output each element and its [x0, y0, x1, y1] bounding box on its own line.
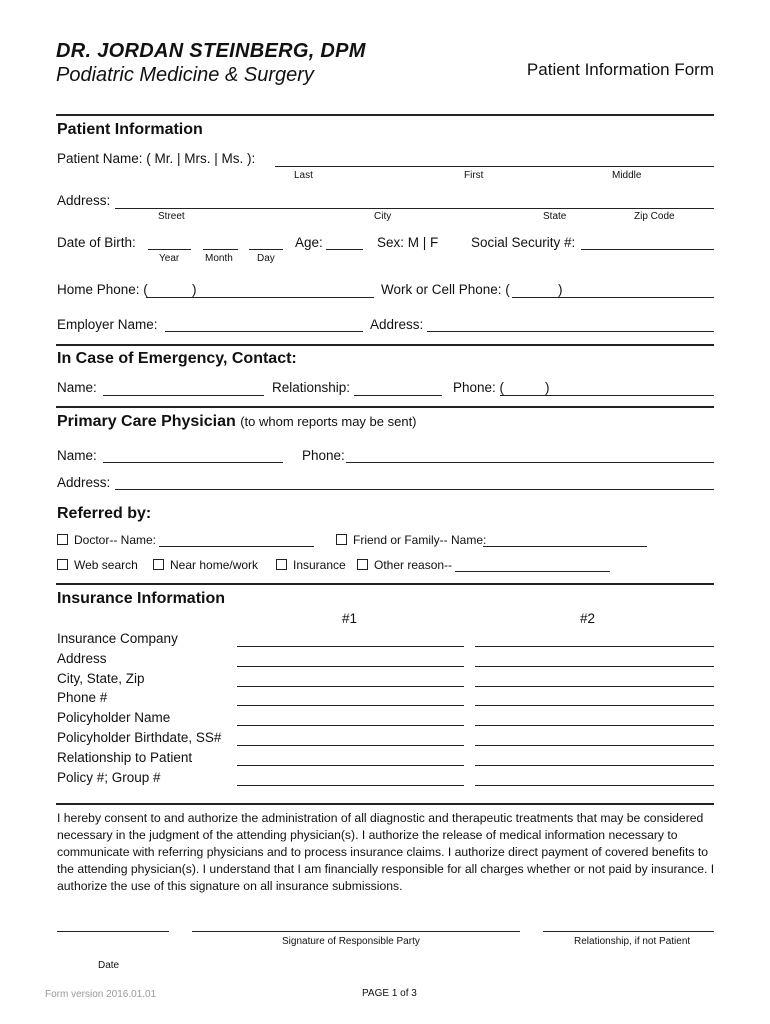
referred-doctor-field[interactable] — [159, 546, 314, 547]
patient-name-field[interactable] — [275, 166, 714, 167]
pcp-address-label: Address: — [57, 475, 111, 490]
section-divider — [56, 803, 714, 805]
insurance-2-field[interactable] — [475, 705, 714, 706]
dob-sub-month: Month — [205, 253, 233, 264]
relationship-label: Relationship, if not Patient — [574, 936, 691, 947]
date-field[interactable] — [57, 931, 169, 932]
age-field[interactable] — [326, 249, 363, 250]
insurance-row-label: Policy #; Group # — [57, 769, 161, 785]
date-label: Date — [98, 960, 120, 971]
insurance-col-1: #1 — [342, 611, 358, 626]
insurance-row-label: Policyholder Birthdate, SS# — [57, 730, 222, 745]
emergency-relationship-label: Relationship: — [272, 380, 351, 395]
pcp-address-field[interactable] — [115, 489, 714, 490]
dob-sub-year: Year — [159, 253, 180, 264]
insurance-heading: Insurance Information — [57, 590, 226, 607]
insurance-2-field[interactable] — [475, 686, 714, 687]
checkbox-icon[interactable] — [276, 559, 287, 570]
insurance-2-field[interactable] — [475, 785, 714, 786]
referred-friend-option[interactable] — [336, 533, 486, 547]
dob-year-field[interactable] — [148, 249, 191, 250]
pcp-heading — [57, 413, 417, 431]
referred-friend-field[interactable] — [483, 546, 647, 547]
dob-month-field[interactable] — [203, 249, 238, 250]
checkbox-icon[interactable] — [357, 559, 368, 570]
work-phone-field[interactable] — [512, 297, 714, 298]
address-field[interactable] — [115, 208, 714, 209]
pcp-note: (to whom reports may be sent) — [240, 414, 417, 429]
insurance-1-field[interactable] — [237, 686, 464, 687]
employer-address-field[interactable] — [427, 331, 714, 332]
referred-doctor-label: Doctor-- Name: — [74, 533, 157, 547]
insurance-1-field[interactable] — [237, 765, 464, 766]
pcp-name-label: Name: — [57, 448, 97, 463]
referred-insurance-option[interactable] — [276, 558, 346, 572]
referred-heading: Referred by: — [57, 505, 152, 522]
form-version: Form version 2016.01.01 — [45, 989, 157, 1000]
referred-other-field[interactable] — [455, 571, 610, 572]
insurance-row-label: Policyholder Name — [57, 710, 171, 726]
signature-field[interactable] — [192, 931, 520, 932]
dob-sub-day: Day — [257, 253, 275, 264]
section-divider — [56, 406, 714, 408]
insurance-1-field[interactable] — [237, 705, 464, 706]
emergency-name-label: Name: — [57, 380, 97, 395]
employer-address-label: Address: — [370, 317, 424, 332]
work-phone-close-paren: ) — [558, 282, 563, 297]
address-sub-city: City — [374, 211, 392, 222]
address-sub-state: State — [543, 211, 567, 222]
insurance-1-field[interactable] — [237, 666, 464, 667]
checkbox-icon[interactable] — [336, 534, 347, 545]
name-sub-first: First — [464, 170, 484, 181]
referred-other-option[interactable] — [357, 558, 452, 572]
insurance-2-field[interactable] — [475, 765, 714, 766]
referred-near-option[interactable] — [153, 558, 258, 572]
specialty: Podiatric Medicine & Surgery — [56, 64, 314, 86]
insurance-col-2: #2 — [580, 611, 596, 626]
pcp-name-field[interactable] — [103, 462, 283, 463]
insurance-row-label: Address — [57, 650, 107, 666]
dob-day-field[interactable] — [249, 249, 283, 250]
insurance-1-field[interactable] — [237, 646, 464, 647]
relationship-field[interactable] — [543, 931, 714, 932]
home-phone-label: Home Phone: ( — [57, 282, 148, 297]
sex-label[interactable]: Sex: M | F — [377, 235, 439, 250]
insurance-2-field[interactable] — [475, 725, 714, 726]
checkbox-icon[interactable] — [57, 559, 68, 570]
referred-other-label: Other reason-- — [374, 558, 453, 572]
dob-label: Date of Birth: — [57, 235, 136, 250]
name-sub-middle: Middle — [612, 170, 642, 181]
referred-friend-label: Friend or Family-- Name: — [353, 533, 487, 547]
address-sub-zip: Zip Code — [634, 211, 675, 222]
form-title: Patient Information Form — [526, 60, 714, 79]
work-phone-label: Work or Cell Phone: ( — [381, 282, 510, 297]
patient-info-heading: Patient Information — [57, 121, 203, 138]
age-label: Age: — [295, 235, 323, 250]
insurance-1-field[interactable] — [237, 745, 464, 746]
insurance-2-field[interactable] — [475, 745, 714, 746]
section-divider — [56, 344, 714, 346]
insurance-row-label: City, State, Zip — [57, 670, 145, 686]
insurance-1-field[interactable] — [237, 785, 464, 786]
checkbox-icon[interactable] — [153, 559, 164, 570]
emergency-heading: In Case of Emergency, Contact: — [57, 350, 297, 367]
insurance-row-label: Relationship to Patient — [57, 749, 193, 765]
emergency-phone-label: Phone: ( — [453, 380, 505, 395]
emergency-phone-close-paren: ) — [545, 380, 550, 395]
signature-label: Signature of Responsible Party — [282, 936, 420, 947]
referred-doctor-option[interactable] — [57, 533, 156, 547]
insurance-row-label: Insurance Company — [57, 631, 178, 646]
referred-web-label: Web search — [74, 558, 138, 572]
insurance-2-field[interactable] — [475, 646, 714, 647]
address-label: Address: — [57, 193, 111, 208]
insurance-1-field[interactable] — [237, 725, 464, 726]
referred-web-option[interactable] — [57, 558, 138, 572]
emergency-relationship-field[interactable] — [354, 395, 442, 396]
ssn-field[interactable] — [581, 249, 714, 250]
doctor-name: DR. JORDAN STEINBERG, DPM — [56, 40, 366, 62]
address-sub-street: Street — [158, 211, 185, 222]
insurance-row-label: Phone # — [57, 690, 108, 706]
ssn-label: Social Security #: — [471, 235, 576, 250]
referred-insurance-label: Insurance — [293, 558, 346, 572]
home-phone-close-paren: ) — [192, 282, 197, 297]
pcp-heading-text: Primary Care Physician — [57, 413, 236, 430]
insurance-2-field[interactable] — [475, 666, 714, 667]
pcp-phone-label: Phone: — [302, 448, 345, 463]
section-divider — [56, 114, 714, 116]
pcp-phone-field[interactable] — [346, 462, 714, 463]
checkbox-icon[interactable] — [57, 534, 68, 545]
emergency-phone-field[interactable] — [500, 395, 714, 396]
home-phone-field[interactable] — [146, 297, 374, 298]
emergency-name-field[interactable] — [103, 395, 264, 396]
employer-name-field[interactable] — [165, 331, 363, 332]
section-divider — [56, 583, 714, 585]
page-number: PAGE 1 of 3 — [362, 988, 417, 999]
referred-near-label: Near home/work — [170, 558, 259, 572]
consent-text: I hereby consent to and authorize the administration of all diagnostic and therapeutic treatments that may be considered necessary in the judgment of the attending physician(s). I authorize the release of medical information necessary to communicate with referring physicians and to process insurance claims. I authorize direct payment of covered benefits to the attending physician(s). I understand that I am financially responsible for all charges whether or not paid by insurance. I authorize the use of this signature on all insurance submissions. — [57, 811, 715, 893]
patient-name-label: Patient Name: ( Mr. | Mrs. | Ms. ): — [57, 151, 256, 166]
employer-name-label: Employer Name: — [57, 317, 158, 332]
name-sub-last: Last — [294, 170, 313, 181]
